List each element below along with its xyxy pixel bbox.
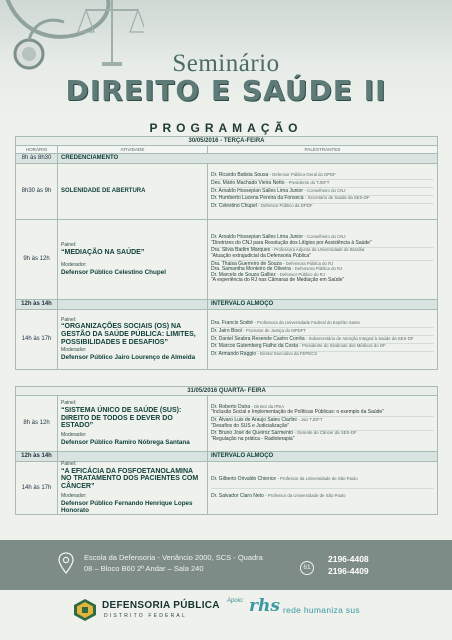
speaker-name: Dr. Daniel Seabra Resende Castro Corrêa — [211, 335, 305, 342]
phone-2: 2196-4409 — [328, 566, 369, 577]
table-row — [16, 462, 438, 515]
speaker-role: - Gerente do Câncer da SES-DF — [294, 430, 357, 436]
day1-date-row — [16, 137, 438, 146]
schedule-table-day1 — [15, 136, 438, 370]
rhs-logo-mark: rhs — [249, 596, 280, 616]
break-label: INTERVALO ALMOÇO — [208, 452, 438, 462]
time-cell: 8h às 12h — [16, 396, 58, 452]
program-title: PROGRAMAÇÃO — [149, 121, 303, 135]
speaker-role: - Juiz TJDFT — [298, 416, 323, 422]
table-row — [16, 300, 438, 310]
time-cell: 8h30 às 9h — [16, 164, 58, 220]
panel-label: Painel: — [61, 316, 77, 323]
activity-cell — [58, 462, 208, 515]
table-row — [16, 310, 438, 370]
seminar-word: Seminário — [172, 50, 280, 77]
speaker-role: - Diretor Executivo da FEPECS — [257, 351, 318, 357]
activity-cell — [58, 300, 208, 310]
table-row — [16, 154, 438, 164]
speaker-name: Dr. Gilberto Orivaldo Chierice — [211, 475, 277, 482]
table-row — [16, 396, 438, 452]
speaker-topic: “A experiência do RJ nas Câmaras de Mediação em Saúde” — [211, 277, 345, 284]
speaker-item — [211, 204, 434, 211]
activity-cell — [58, 396, 208, 452]
moderator-label: Moderador: — [61, 492, 87, 499]
speaker-item — [211, 261, 434, 285]
defensoria-name: DEFENSORIA PÚBLICA — [102, 600, 220, 611]
speaker-name: Dr. Salvador Claro Neto — [211, 492, 264, 499]
table-row — [16, 220, 438, 300]
speaker-item — [211, 404, 434, 417]
speaker-name: Dr. Bruno José de Queiroz Sarmento — [211, 430, 293, 437]
time-cell: 9h às 12h — [16, 220, 58, 300]
schedule-table-day2 — [15, 386, 438, 515]
time-cell: 8h às 8h30 — [16, 154, 58, 164]
day1-date: 30/05/2016 - TERÇA-FEIRA — [16, 137, 438, 146]
speaker-role: - Presidente do Sindicato dos Médicos do DF — [299, 343, 386, 349]
speakers-cell — [208, 396, 438, 452]
speaker-name: Dra. Silvia Badim Marques — [211, 247, 271, 254]
moderator-label: Moderador: — [61, 262, 87, 269]
speaker-role: - Defensora Pública do RJ — [283, 260, 334, 266]
panel-title: “A EFICÁCIA DA FOSFOETANOLAMINA NO TRATAMENTO DOS PACIENTES COM CÂNCER” — [61, 467, 199, 491]
day2-date-row — [16, 387, 438, 396]
speaker-item — [211, 234, 434, 247]
time-cell: 14h às 17h — [16, 310, 58, 370]
speaker-name: Dra. Francis Sodré — [211, 320, 253, 327]
speaker-name: Dr. Arnaldo Hossepian Salles Lima Junior — [211, 233, 303, 240]
defensoria-logo-icon — [72, 598, 98, 622]
speakers-cell — [208, 220, 438, 300]
panel-title: “SISTEMA ÚNICO DE SAÚDE (SUS): DIREITO DE TODOS E DEVER DO ESTADO” — [61, 406, 182, 430]
moderator-name: Defensor Público Fernando Henrique Lopes Honorato — [61, 499, 193, 514]
col-speakers-header: PALESTRANTES — [208, 146, 438, 154]
speaker-role: - Secretário de Saúde da SES-DF — [304, 195, 370, 201]
column-header-row — [16, 146, 438, 154]
speaker-role: - Defensor Público do RJ — [277, 271, 325, 277]
activity-cell — [58, 220, 208, 300]
speaker-name: Dr. Ricardo Batista Sousa — [211, 172, 269, 179]
speaker-role: - Conselheiro do CNJ — [304, 187, 346, 193]
activity-cell — [58, 452, 208, 462]
moderator-name: Defensor Público Celestino Chupel — [61, 268, 166, 276]
address — [84, 553, 263, 575]
speaker-role: - Promotor de Justiça do MPDFT — [243, 327, 307, 333]
col-time-header: HORÁRIO — [16, 146, 58, 154]
speaker-role: - Defensora Pública do RJ — [292, 266, 343, 272]
phone-numbers — [328, 553, 369, 578]
time-cell: 12h às 14h — [16, 300, 58, 310]
table-row — [16, 164, 438, 220]
speakers-cell — [208, 310, 438, 370]
speaker-topic: “Diretrizes do CNJ para Resolução dos Litígios por Assistência à Saúde” — [211, 239, 372, 246]
address-line-1: Escola da Defensoria - Venâncio 2000, SCS - Quadra — [84, 553, 263, 562]
time-cell: 14h às 17h — [16, 462, 58, 515]
speaker-role: - Professora da Universidade Federal do Espírito Santo — [254, 320, 360, 326]
address-line-2: 08 – Bloco B60 2º Andar – Sala 240 — [84, 563, 204, 573]
moderator-label: Moderador: — [61, 431, 87, 438]
speaker-role: - Defensor Público-Geral do DPDF — [269, 172, 336, 178]
panel-title: “MEDIAÇÃO NA SAÚDE” — [61, 248, 145, 256]
speaker-name: Dr. Celestino Chupel — [211, 203, 257, 210]
apoio-label: Apoio: — [227, 598, 245, 604]
speaker-topic: “Atuação extrajudicial da Defensoria Pública” — [211, 252, 311, 259]
speakers-cell — [208, 462, 438, 515]
speaker-name: Dr. Marcelo de Souza Galliez — [211, 271, 276, 278]
speaker-name: Dr. Marcos Gutemberg Fialho da Costa — [211, 343, 298, 350]
speaker-name: Dra. Samantha Monteiro de Oliveira — [211, 266, 291, 273]
speaker-topic: “Desafios do SUS e Judicialização” — [211, 422, 290, 429]
panel-label: Painel: — [61, 461, 77, 467]
col-activity-header: ATIVIDADE — [58, 146, 208, 154]
speaker-role: - Professora Adjunta da Universidade de Brasília — [271, 247, 365, 253]
panel-label: Painel: — [61, 241, 77, 248]
time-cell: 12h às 14h — [16, 452, 58, 462]
speaker-name: Dr. Humberto Lucena Pereira da Fonseca — [211, 195, 304, 202]
panel-label: Painel: — [61, 400, 77, 407]
defensoria-subtitle: DISTRITO FEDERAL — [104, 613, 187, 619]
speaker-role: - Conselheiro do CNJ — [304, 233, 346, 239]
speaker-name: Dr. Arnaldo Hossepian Salles Lima Junior — [211, 187, 303, 194]
activity-cell — [58, 310, 208, 370]
speaker-item — [211, 472, 434, 489]
speaker-role: - Professor da Universidade de São Paulo — [277, 475, 358, 481]
speaker-name: Dra. Thaisa Guerreiro de Souza — [211, 260, 282, 267]
speaker-role: - Defensor Público da DPDF — [258, 203, 313, 209]
break-label: INTERVALO ALMOÇO — [208, 300, 438, 310]
seminar-title: DIREITO E SAÚDE II — [65, 74, 387, 107]
header-banner — [0, 0, 452, 118]
speaker-name: Dr. Armando Raggio — [211, 351, 257, 358]
table-row — [16, 452, 438, 462]
speaker-name: Dr. Jairo Bisol — [211, 327, 242, 334]
phone-ddd-badge: 61 — [300, 561, 314, 575]
moderator-name: Defensor Público Ramiro Nóbrega Santana — [61, 438, 190, 446]
speaker-name: Dr. Álvaro Luis de Araujo Sales Ciarlini — [211, 416, 297, 423]
speaker-topic: “Regulação na prática - Radioterapia” — [211, 435, 295, 442]
phone-1: 2196-4408 — [328, 554, 369, 564]
credenciamento-label: CREDENCIAMENTO — [58, 154, 438, 164]
speaker-topic: “Inclusão Social e Implementação de Políticas Públicas: o exemplo da Saúde” — [211, 409, 384, 416]
speaker-item — [211, 431, 434, 443]
moderator-name: Defensor Público Jairo Lourenço de Almeida — [61, 354, 196, 362]
speaker-name: Dr. Roberto Dutra — [211, 403, 251, 410]
speaker-name: Des. Mário Machado Vieira Netto — [211, 179, 285, 186]
speaker-item — [211, 417, 434, 430]
speaker-item — [211, 489, 434, 505]
speakers-cell — [208, 164, 438, 220]
rhs-logo-name: rede humaniza sus — [283, 605, 360, 615]
location-pin-icon — [58, 552, 74, 574]
speaker-item — [211, 248, 434, 261]
speaker-role: - Diretor da IPEA — [251, 403, 285, 409]
speaker-role: - Professor da Universidade de São Paulo — [265, 492, 346, 498]
speaker-role: - Presidente do TJDFT — [285, 179, 330, 185]
abertura-label: SOLENIDADE DE ABERTURA — [58, 164, 208, 220]
logo-strip — [0, 590, 452, 640]
panel-title: “ORGANIZAÇÕES SOCIAIS (OS) NA GESTÃO DA SAÚDE PÚBLICA: LIMITES, POSSIBILIDADES E DESAFIOS” — [61, 323, 196, 346]
speaker-role: - Subsecretário de Atenção Integral à Saúde da SES-DF — [306, 335, 414, 341]
speaker-item — [211, 352, 434, 359]
moderator-label: Moderador: — [61, 347, 87, 354]
day2-date: 31/05/2016 QUARTA- FEIRA — [16, 387, 438, 396]
